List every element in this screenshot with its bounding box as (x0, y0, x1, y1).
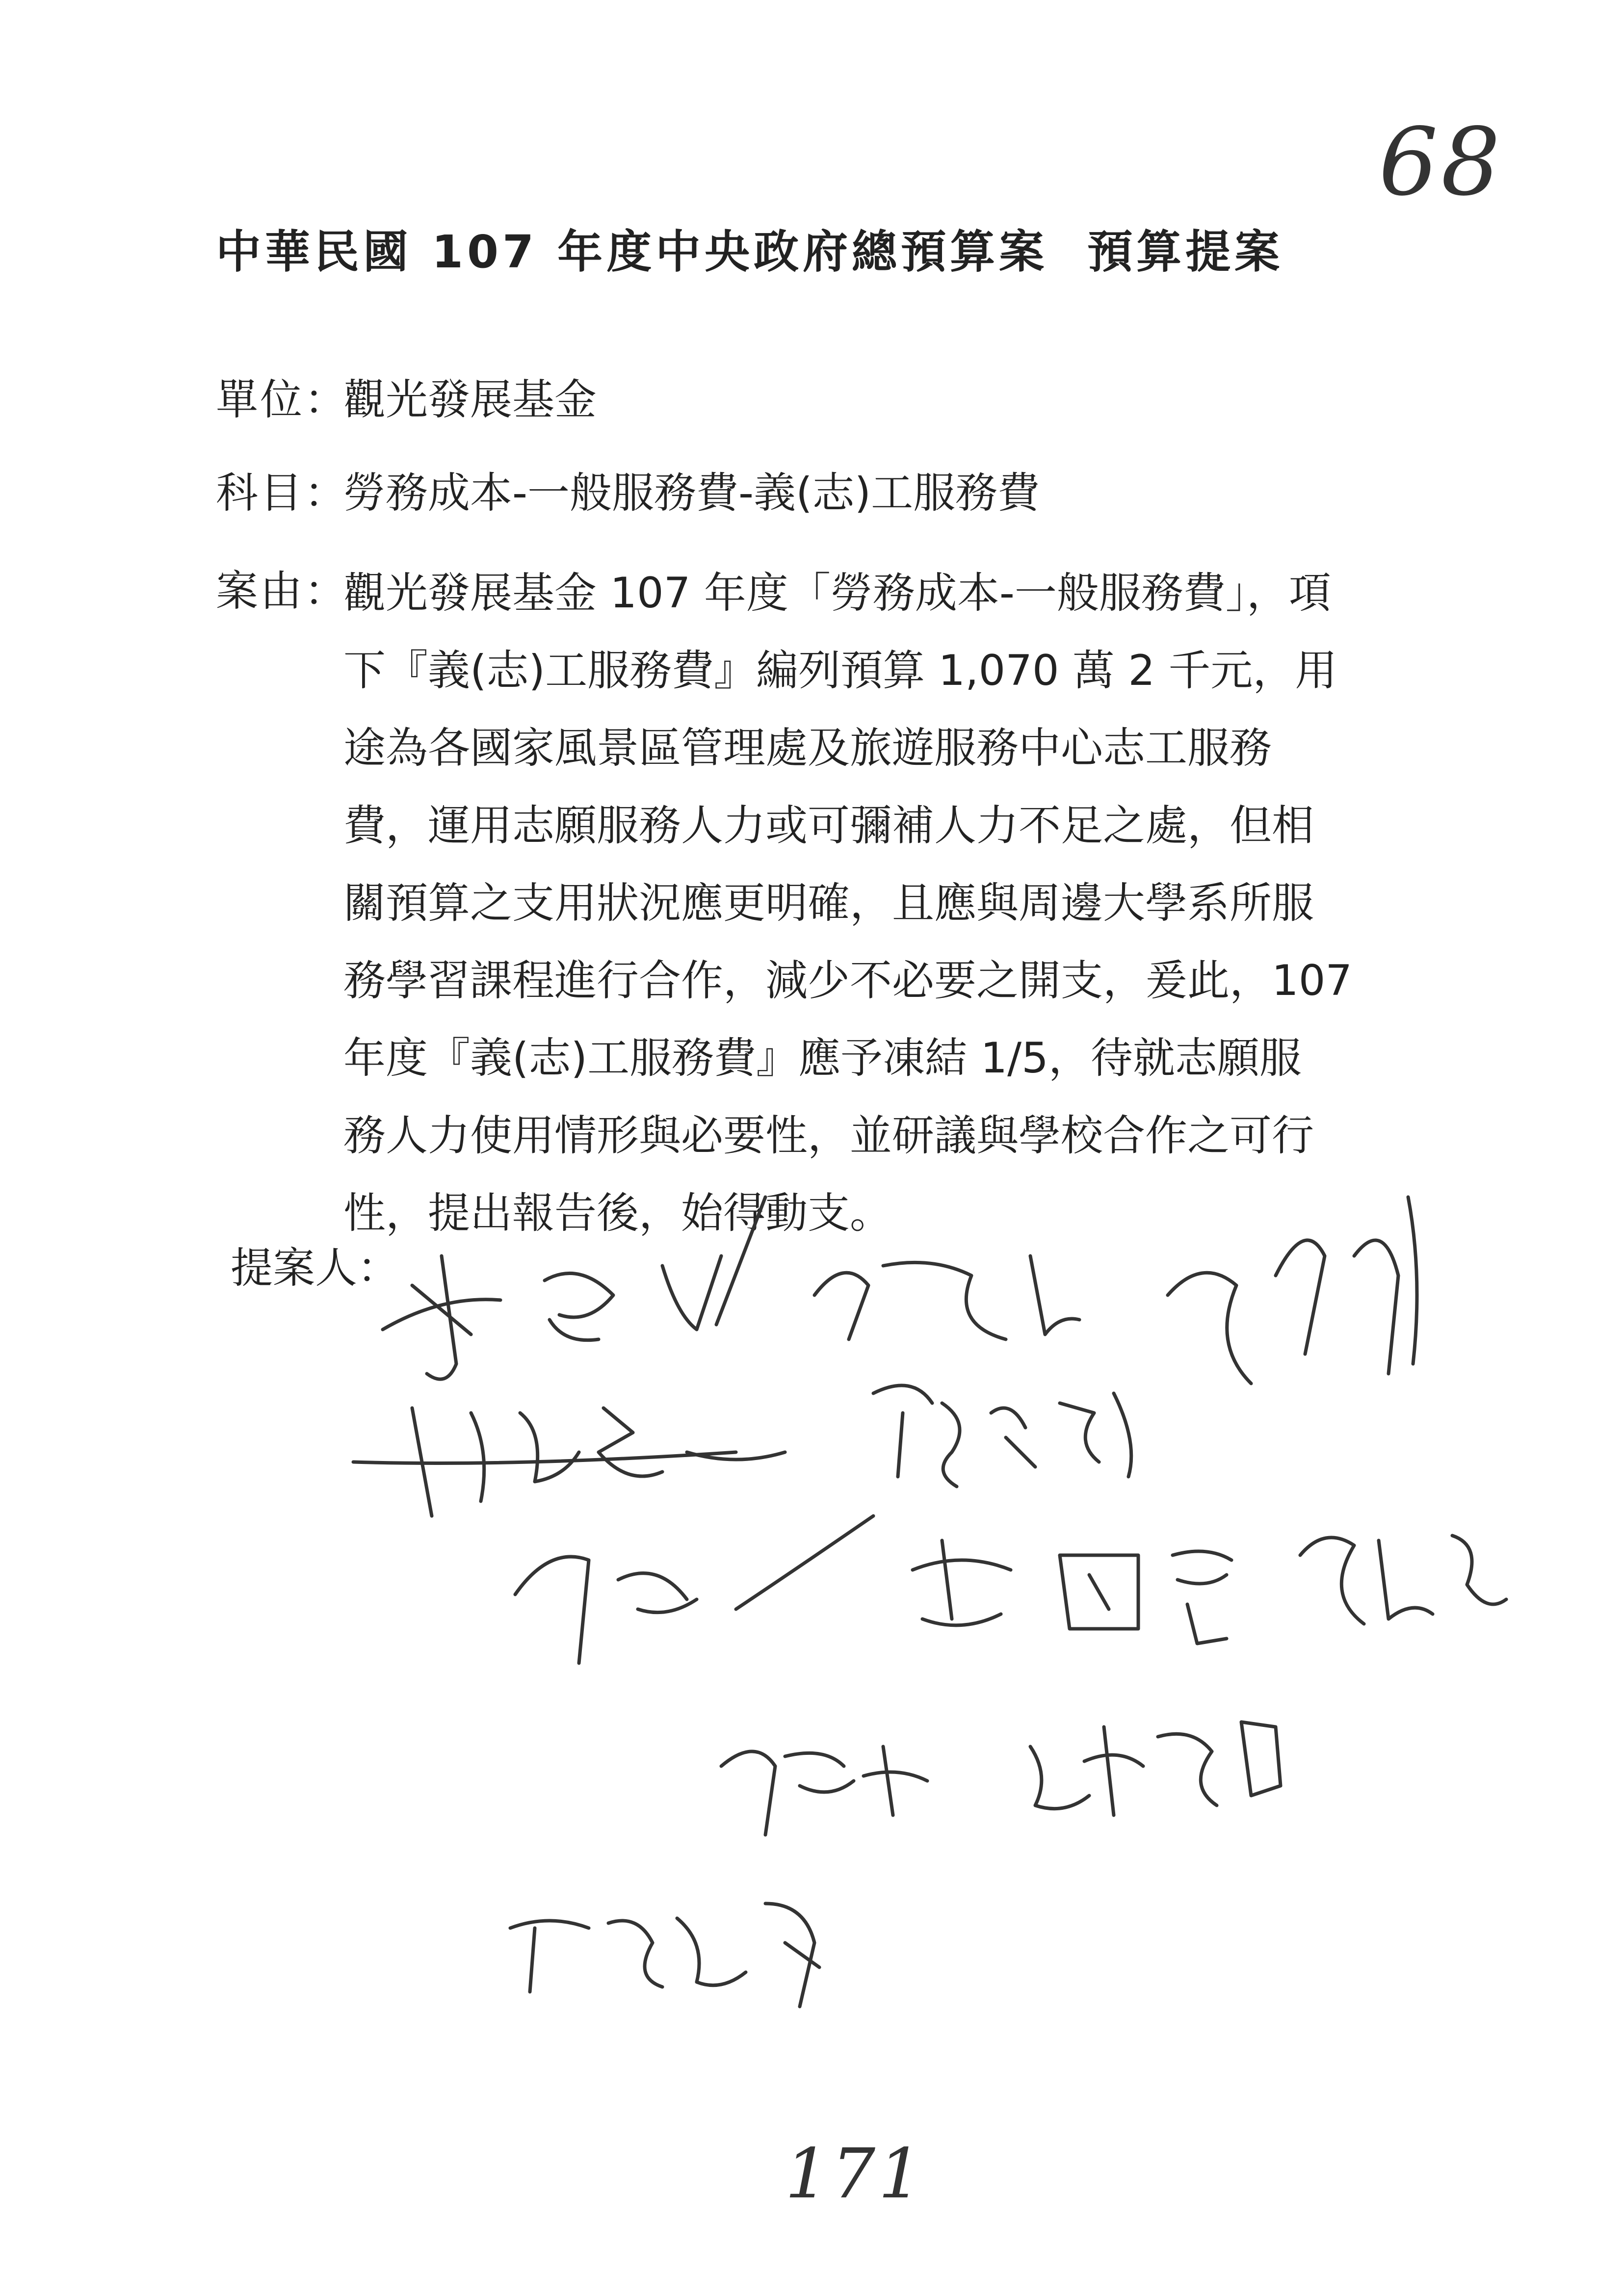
reason-line: 年度『義(志)工服務費』應予凍結 1/5，待就志願服 (343, 1034, 1302, 1083)
reason-line: 務人力使用情形與必要性，並研議與學校合作之可行 (343, 1111, 1314, 1160)
reason-line: 途為各國家風景區管理處及旅遊服務中心志工服務 (343, 724, 1272, 773)
signature-7 (913, 1540, 1231, 1644)
reason-line: 下『義(志)工服務費』編列預算 1,070 萬 2 千元，用 (343, 646, 1337, 695)
signature-8 (1300, 1536, 1506, 1624)
signature-1 (383, 1256, 613, 1379)
reason-line: 費，運用志願服務人力或可彌補人力不足之處，但相 (343, 801, 1314, 850)
unit-label: 單位： (216, 375, 348, 424)
signature-5 (873, 1385, 1131, 1487)
reason-label: 案由： (216, 567, 348, 616)
reason-line: 關預算之支用狀況應更明確，且應與周邊大學系所服 (343, 879, 1314, 928)
signature-3 (1168, 1197, 1417, 1383)
signature-9 (721, 1747, 927, 1835)
signature-10 (1030, 1722, 1281, 1815)
signature-2 (662, 1197, 1079, 1339)
footer-page-number-handwritten: 171 (785, 2134, 925, 2214)
subject-label: 科目： (216, 469, 348, 518)
unit-value: 觀光發展基金 (343, 375, 597, 424)
page-number-handwritten: 68 (1379, 108, 1503, 216)
subject-value: 勞務成本-一般服務費-義(志)工服務費 (343, 469, 1040, 518)
document-title: 中華民國 107 年度中央政府總預算案 預算提案 (216, 226, 1284, 278)
reason-line: 觀光發展基金 107 年度「勞務成本-一般服務費」，項 (343, 569, 1331, 618)
signature-4 (353, 1408, 785, 1516)
proposer-label: 提案人： (231, 1244, 399, 1293)
reason-line: 性，提出報告後，始得動支。 (343, 1189, 892, 1238)
reason-line: 務學習課程進行合作，減少不必要之開支，爰此，107 (343, 956, 1353, 1005)
signature-6 (515, 1516, 873, 1663)
signature-11 (510, 1904, 819, 2007)
